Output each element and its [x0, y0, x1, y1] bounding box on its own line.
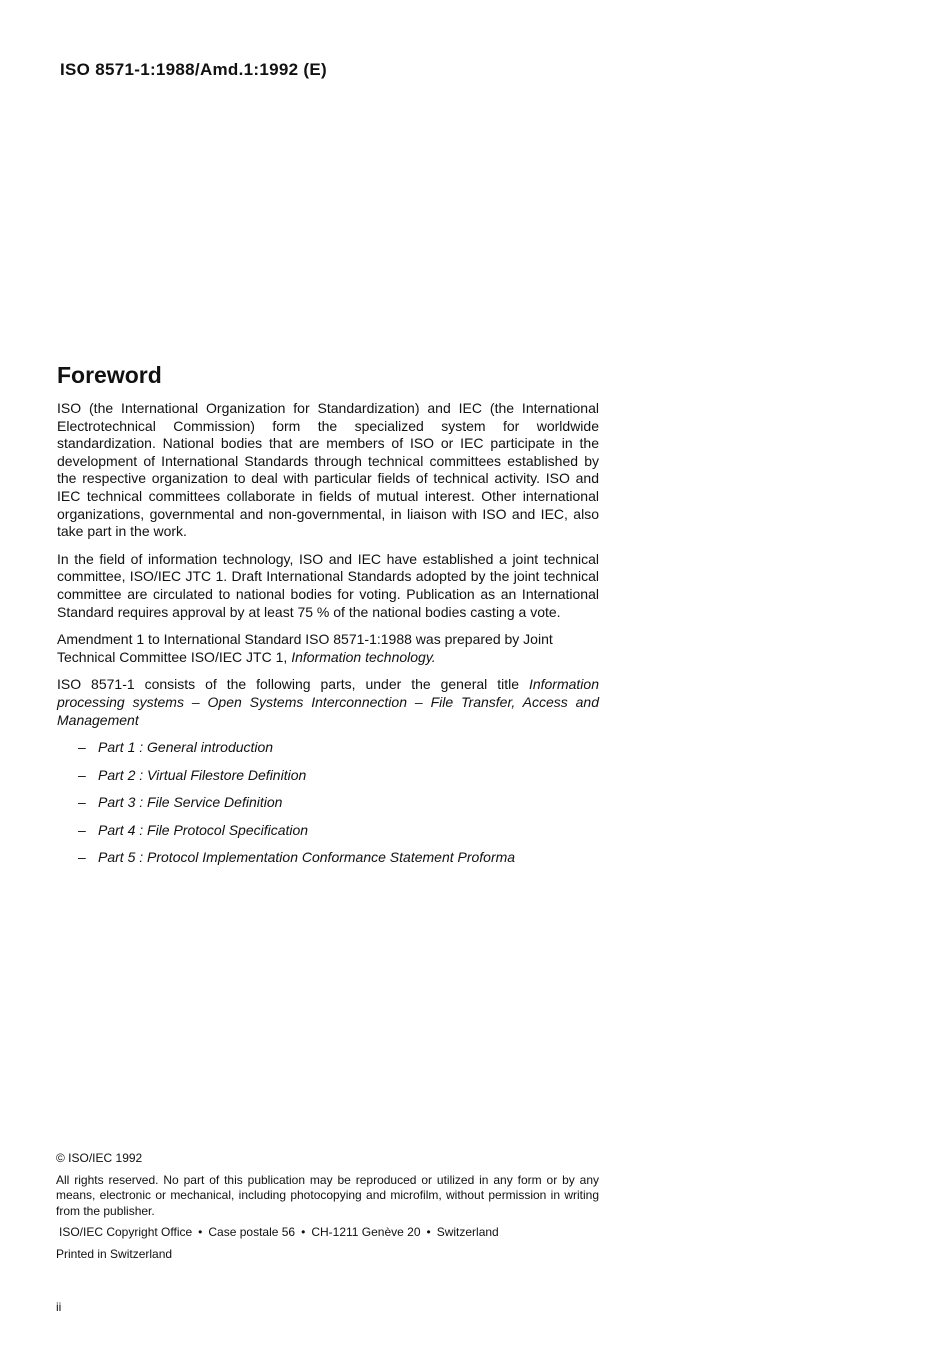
list-item [78, 739, 599, 756]
foreword-paragraph-4 [57, 676, 599, 729]
list-item [78, 767, 599, 784]
parts-intro-text: ISO 8571-1 consists of the following parts, under the general title [57, 676, 529, 693]
postal-box: Case postale 56 [208, 1225, 296, 1239]
foreword-paragraph-2: In the field of information technology, ISO and IEC have established a joint technical committee, ISO/IEC JTC 1. Draft International Standards adopted by the joint technical committee are circulated to national bodies for voting. Publication as an International Standard requires approval by at least 75 % of the national bodies casting a vote. [57, 550, 599, 620]
postal-city: CH-1211 Genève 20 [311, 1225, 421, 1239]
dash-marker: – [78, 821, 86, 838]
bullet-separator: • [301, 1225, 306, 1239]
foreword-paragraph-3 [57, 631, 599, 666]
country: Switzerland [436, 1225, 499, 1239]
document-id: ISO 8571-1:1988/Amd.1:1992 (E) [60, 60, 327, 79]
dash-marker: – [78, 739, 86, 756]
rights-statement: All rights reserved. No part of this publication may be reproduced or utilized in any form or by any means, electronic or mechanical, including photocopying and microfilm, without permission in writing from the publisher. [56, 1172, 599, 1218]
dash-marker: – [78, 849, 86, 866]
list-item [78, 822, 599, 839]
foreword-paragraph-1: ISO (the International Organization for Standardization) and IEC (the International Electrotechnical Commission) form the specialized system for worldwide standardization. National bodies that are members of ISO or IEC participate in the development of International Standards through technical committees established by the respective organization to deal with particular fields of technical activity. ISO and IEC technical committees collaborate in fields of mutual interest. Other international organizations, governmental and non-governmental, in liaison with ISO and IEC, also take part in the work. [57, 400, 599, 540]
dash-marker: – [78, 794, 86, 811]
copyright-footer [56, 1151, 599, 1268]
list-item [78, 794, 599, 811]
part-label: Part 1 : General introduction [98, 739, 274, 756]
part-label: Part 3 : File Service Definition [98, 794, 283, 811]
list-item [78, 849, 599, 866]
foreword-title: Foreword [57, 362, 162, 388]
part-label: Part 2 : Virtual Filestore Definition [98, 766, 307, 783]
foreword-body [57, 400, 599, 877]
copyright-notice: © ISO/IEC 1992 [56, 1151, 143, 1165]
parts-list [57, 739, 599, 866]
part-label: Part 4 : File Protocol Specification [98, 821, 309, 838]
office-name: ISO/IEC Copyright Office [59, 1225, 193, 1239]
printed-in: Printed in Switzerland [56, 1246, 173, 1261]
committee-title: Information technology. [291, 648, 436, 665]
page-number: ii [56, 1300, 62, 1314]
bullet-separator: • [198, 1225, 203, 1239]
office-address [56, 1225, 599, 1241]
amendment-text: Amendment 1 to International Standard ISO 8571-1:1988 was prepared by Joint Technical Committee ISO/IEC JTC 1, [57, 631, 553, 665]
general-title: Information processing systems – Open Systems Interconnection – File Transfer, Access and Management [57, 676, 599, 728]
part-label: Part 5 : Protocol Implementation Conformance Statement Proforma [98, 849, 516, 866]
dash-marker: – [78, 766, 86, 783]
bullet-separator: • [426, 1225, 431, 1239]
